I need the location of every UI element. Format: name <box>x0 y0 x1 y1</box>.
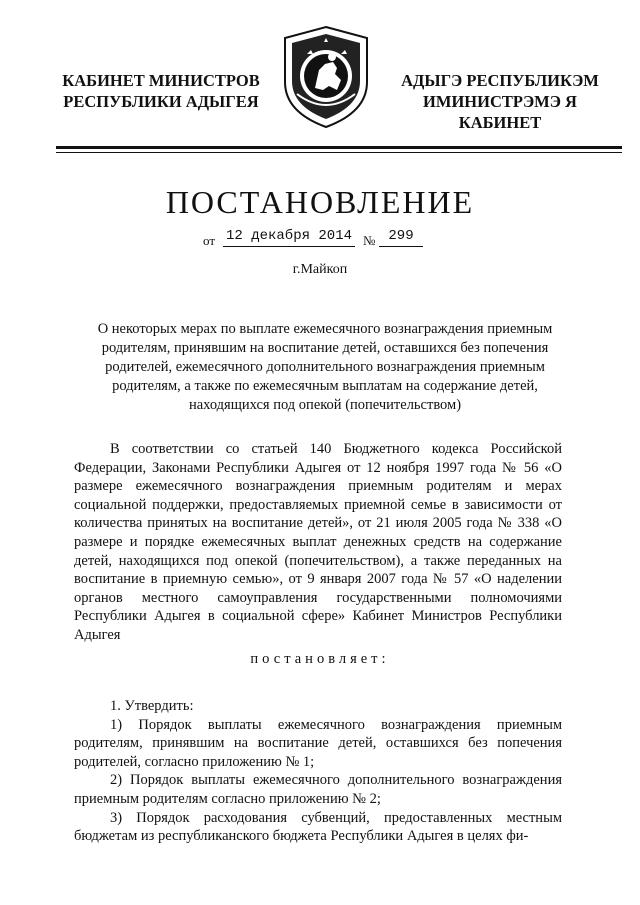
decree-items <box>74 697 562 846</box>
issuer-name-line: АДЫГЭ РЕСПУБЛИКЭМ <box>401 71 599 90</box>
header-divider-thick <box>56 146 622 149</box>
issuer-name-russian <box>56 70 266 112</box>
city: г.Майкоп <box>292 262 348 277</box>
preamble-paragraph: В соответствии со статьей 140 Бюджетного кодекса Российской Федерации, Законами Республики Адыгея от 12 ноября 1997 года № 56 «О размере ежемесячного вознаграждения приемным родителям и мерах социальной поддержки, предоставляемых приемной семье в зависимости от количества принятых на воспитание детей», от 21 июля 2005 года № 338 «О размере и порядке ежемесячных выплат денежных средств на содержание детей, находящихся под опекой (попечительством), а также переданных на воспитание в приемную семью», от 9 января 2007 года № 57 «О наделении органов местного самоуправления государственными полномочиями Республики Адыгея в социальной сфере» Кабинет Министров Республики Адыгея <box>74 441 562 643</box>
list-item: 1. Утвердить: <box>110 698 194 714</box>
document-date: 12 декабря 2014 <box>223 228 355 247</box>
date-label: от <box>203 233 216 248</box>
list-item: 2) Порядок выплаты ежемесячного дополнительного вознаграждения приемным родителям согласно приложению № 2; <box>74 772 562 807</box>
preamble <box>74 440 562 645</box>
issuer-name-line: РЕСПУБЛИКИ АДЫГЕЯ <box>63 92 259 111</box>
document-number: 299 <box>379 228 423 247</box>
decree-word: постановляет: <box>250 651 390 667</box>
list-item: 1) Порядок выплаты ежемесячного вознаграждения приемным родителям, принявшим на воспитание детей, оставшихся без попечения родителей, согласно приложению № 1; <box>74 716 562 770</box>
issuer-name-line: ИМИНИСТРЭМЭ Я КАБИНЕТ <box>423 92 577 132</box>
document-subject: О некоторых мерах по выплате ежемесячного вознаграждения приемным родителям, принявшим на воспитание детей, оставшихся без попечения родителей, ежемесячного дополнительного вознаграждения приемным родителям, а также по ежемесячным выплатам на содержание детей, находящихся под опекой (попечительством) <box>97 321 553 413</box>
issuer-name-adyghe <box>384 70 616 133</box>
issuer-name-line: КАБИНЕТ МИНИСТРОВ <box>62 71 260 90</box>
header-divider-thin <box>56 152 622 153</box>
document-title: ПОСТАНОВЛЕНИЕ <box>165 184 475 220</box>
list-item: 3) Порядок расходования субвенций, предоставленных местным бюджетам из республиканского бюджета Республики Адыгея в целях фи- <box>74 809 562 845</box>
number-label: № <box>363 233 376 248</box>
coat-of-arms-icon <box>277 24 375 130</box>
